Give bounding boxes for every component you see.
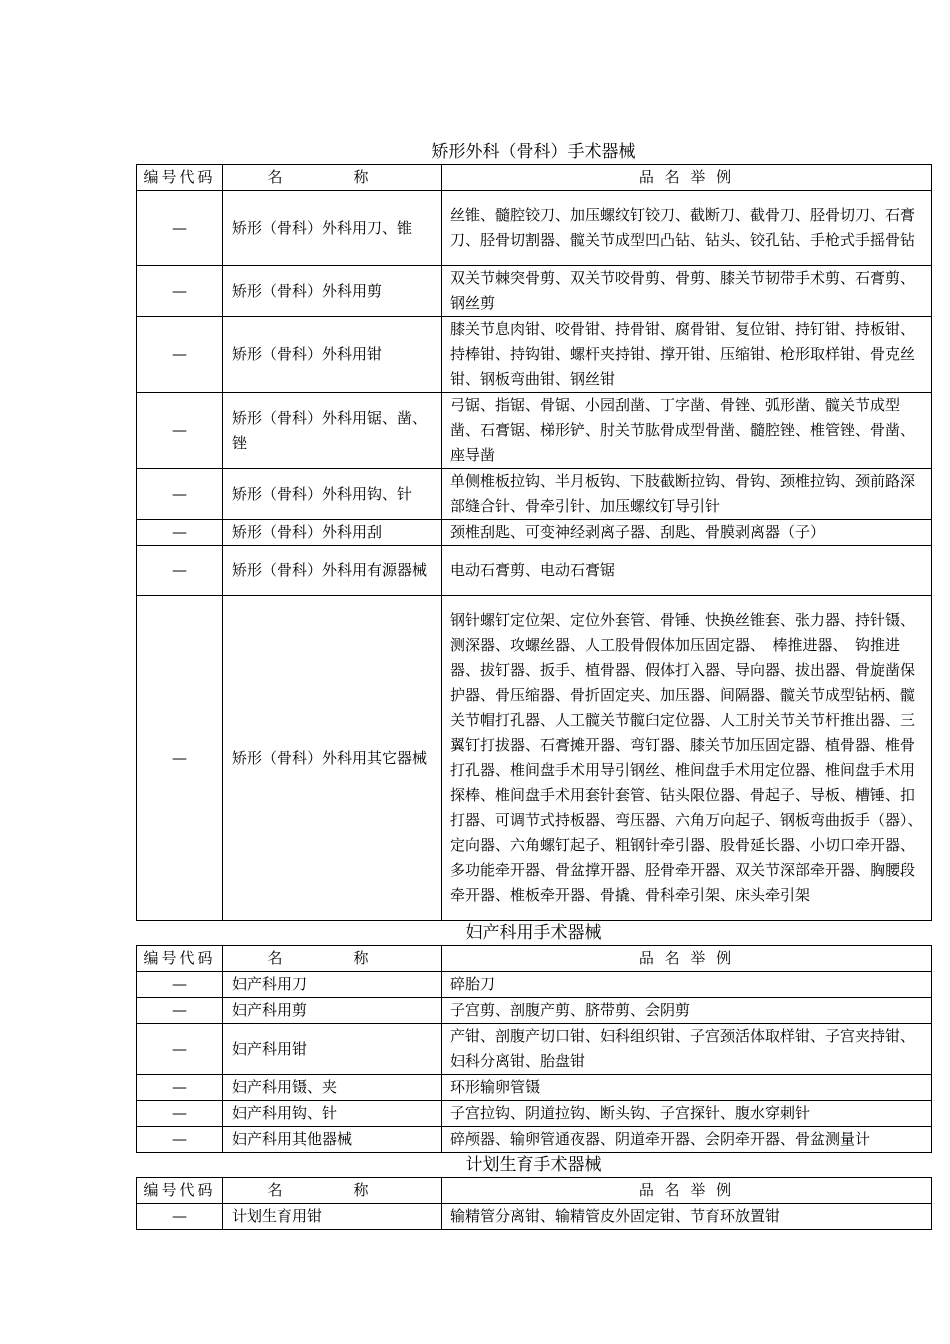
row-name: 妇产科用剪 [223, 998, 442, 1024]
row-code: — [137, 469, 223, 520]
row-name: 矫形（骨科）外科用剪 [223, 266, 442, 317]
row-items: 丝锥、髓腔铰刀、加压螺纹钉铰刀、截断刀、截骨刀、胫骨切刀、石膏刀、胫骨切割器、髋关节成型凹凸钻、钻头、铰孔钻、手枪式手摇骨钻 [442, 191, 932, 266]
row-name: 妇产科用钩、针 [223, 1101, 442, 1127]
row-code: — [137, 1101, 223, 1127]
row-name: 矫形（骨科）外科用钩、针 [223, 469, 442, 520]
instrument-table [136, 164, 932, 921]
table-row [137, 972, 932, 998]
row-name: 妇产科用镊、夹 [223, 1075, 442, 1101]
row-name: 妇产科用其他器械 [223, 1127, 442, 1153]
document-page [136, 140, 931, 1230]
row-name: 矫形（骨科）外科用其它器械 [223, 596, 442, 921]
header-items: 品 名 举 例 [442, 165, 932, 191]
header-items: 品 名 举 例 [442, 946, 932, 972]
header-items: 品 名 举 例 [442, 1178, 932, 1204]
row-code: — [137, 972, 223, 998]
row-items: 输精管分离钳、输精管皮外固定钳、节育环放置钳 [442, 1204, 932, 1230]
row-items: 单侧椎板拉钩、半月板钩、下肢截断拉钩、骨钩、颈椎拉钩、颈前路深部缝合针、骨牵引针、加压螺纹钉导引针 [442, 469, 932, 520]
table-row [137, 317, 932, 393]
table-header-row [137, 946, 932, 972]
table-row [137, 1127, 932, 1153]
header-code: 编号代码 [137, 946, 223, 972]
header-name: 名 称 [223, 165, 442, 191]
header-name: 名 称 [223, 1178, 442, 1204]
row-items: 子宫拉钩、阴道拉钩、断头钩、子宫探针、腹水穿刺针 [442, 1101, 932, 1127]
row-code: — [137, 546, 223, 596]
row-code: — [137, 520, 223, 546]
row-name: 矫形（骨科）外科用钳 [223, 317, 442, 393]
header-code: 编号代码 [137, 1178, 223, 1204]
table-row [137, 266, 932, 317]
row-code: — [137, 998, 223, 1024]
instrument-table [136, 945, 932, 1153]
row-items: 碎胎刀 [442, 972, 932, 998]
row-items: 钢针螺钉定位架、定位外套管、骨锤、快换丝锥套、张力器、持针镊、测深器、攻螺丝器、人工股骨假体加压固定器、 棒推进器、 钩推进器、拔钉器、扳手、植骨器、假体打入器、导向器、拔出器、骨旋凿保护器、骨压缩器、骨折固定夹、加压器、间隔器、髋关节成型钻柄、髋关节帽打孔器、人工髋关节髋臼定位器、人工肘关节关节杆推出器、三翼钉打拔器、石膏摊开器、弯钉器、膝关节加压固定器、植骨器、椎骨打孔器、椎间盘手术用导引钢丝、椎间盘手术用定位器、椎间盘手术用探棒、椎间盘手术用套针套管、钻头限位器、骨起子、导板、槽锤、扣打器、可调节式持板器、弯压器、六角万向起子、钢板弯曲扳手（器）、定向器、六角螺钉起子、粗钢针牵引器、股骨延长器、小切口牵开器、多功能牵开器、骨盆撑开器、胫骨牵开器、双关节深部牵开器、胸腰段牵开器、椎板牵开器、骨撬、骨科牵引架、床头牵引架 [442, 596, 932, 921]
row-code: — [137, 266, 223, 317]
header-name: 名 称 [223, 946, 442, 972]
table-row [137, 1024, 932, 1075]
row-name: 计划生育用钳 [223, 1204, 442, 1230]
row-items: 子宫剪、剖腹产剪、脐带剪、会阴剪 [442, 998, 932, 1024]
row-name: 矫形（骨科）外科用刮 [223, 520, 442, 546]
table-row [137, 393, 932, 469]
table-row [137, 596, 932, 921]
row-name: 妇产科用钳 [223, 1024, 442, 1075]
table-row [137, 1075, 932, 1101]
table-row [137, 1204, 932, 1230]
table-row [137, 998, 932, 1024]
row-items: 颈椎刮匙、可变神经剥离子器、刮匙、骨膜剥离器（子） [442, 520, 932, 546]
row-code: — [137, 1024, 223, 1075]
row-name: 矫形（骨科）外科用有源器械 [223, 546, 442, 596]
row-items: 电动石膏剪、电动石膏锯 [442, 546, 932, 596]
row-items: 环形输卵管镊 [442, 1075, 932, 1101]
row-code: — [137, 393, 223, 469]
table-row [137, 1101, 932, 1127]
table-header-row [137, 165, 932, 191]
table-header-row [137, 1178, 932, 1204]
instrument-table [136, 1177, 932, 1230]
row-items: 弓锯、指锯、骨锯、小园刮凿、丁字凿、骨锉、弧形凿、髋关节成型凿、石膏锯、梯形铲、肘关节肱骨成型骨凿、髓腔锉、椎管锉、骨凿、座导凿 [442, 393, 932, 469]
section-title: 妇产科用手术器械 [465, 923, 602, 943]
row-name: 矫形（骨科）外科用刀、锥 [223, 191, 442, 266]
row-items: 碎颅器、输卵管通夜器、阴道牵开器、会阴牵开器、骨盆测量计 [442, 1127, 932, 1153]
header-code: 编号代码 [137, 165, 223, 191]
table-row [137, 469, 932, 520]
row-items: 膝关节息肉钳、咬骨钳、持骨钳、腐骨钳、复位钳、持钉钳、持板钳、持棒钳、持钩钳、螺杆夹持钳、撑开钳、压缩钳、枪形取样钳、骨克丝钳、钢板弯曲钳、钢丝钳 [442, 317, 932, 393]
row-code: — [137, 191, 223, 266]
row-name: 矫形（骨科）外科用锯、凿、锉 [223, 393, 442, 469]
section-title: 矫形外科（骨科）手术器械 [431, 142, 636, 162]
table-row [137, 520, 932, 546]
row-code: — [137, 1127, 223, 1153]
row-code: — [137, 596, 223, 921]
table-row [137, 546, 932, 596]
row-code: — [137, 317, 223, 393]
row-code: — [137, 1075, 223, 1101]
section-title: 计划生育手术器械 [465, 1155, 602, 1175]
row-name: 妇产科用刀 [223, 972, 442, 998]
row-items: 双关节棘突骨剪、双关节咬骨剪、骨剪、膝关节韧带手术剪、石膏剪、钢丝剪 [442, 266, 932, 317]
table-row [137, 191, 932, 266]
row-items: 产钳、剖腹产切口钳、妇科组织钳、子宫颈活体取样钳、子宫夹持钳、妇科分离钳、胎盘钳 [442, 1024, 932, 1075]
row-code: — [137, 1204, 223, 1230]
